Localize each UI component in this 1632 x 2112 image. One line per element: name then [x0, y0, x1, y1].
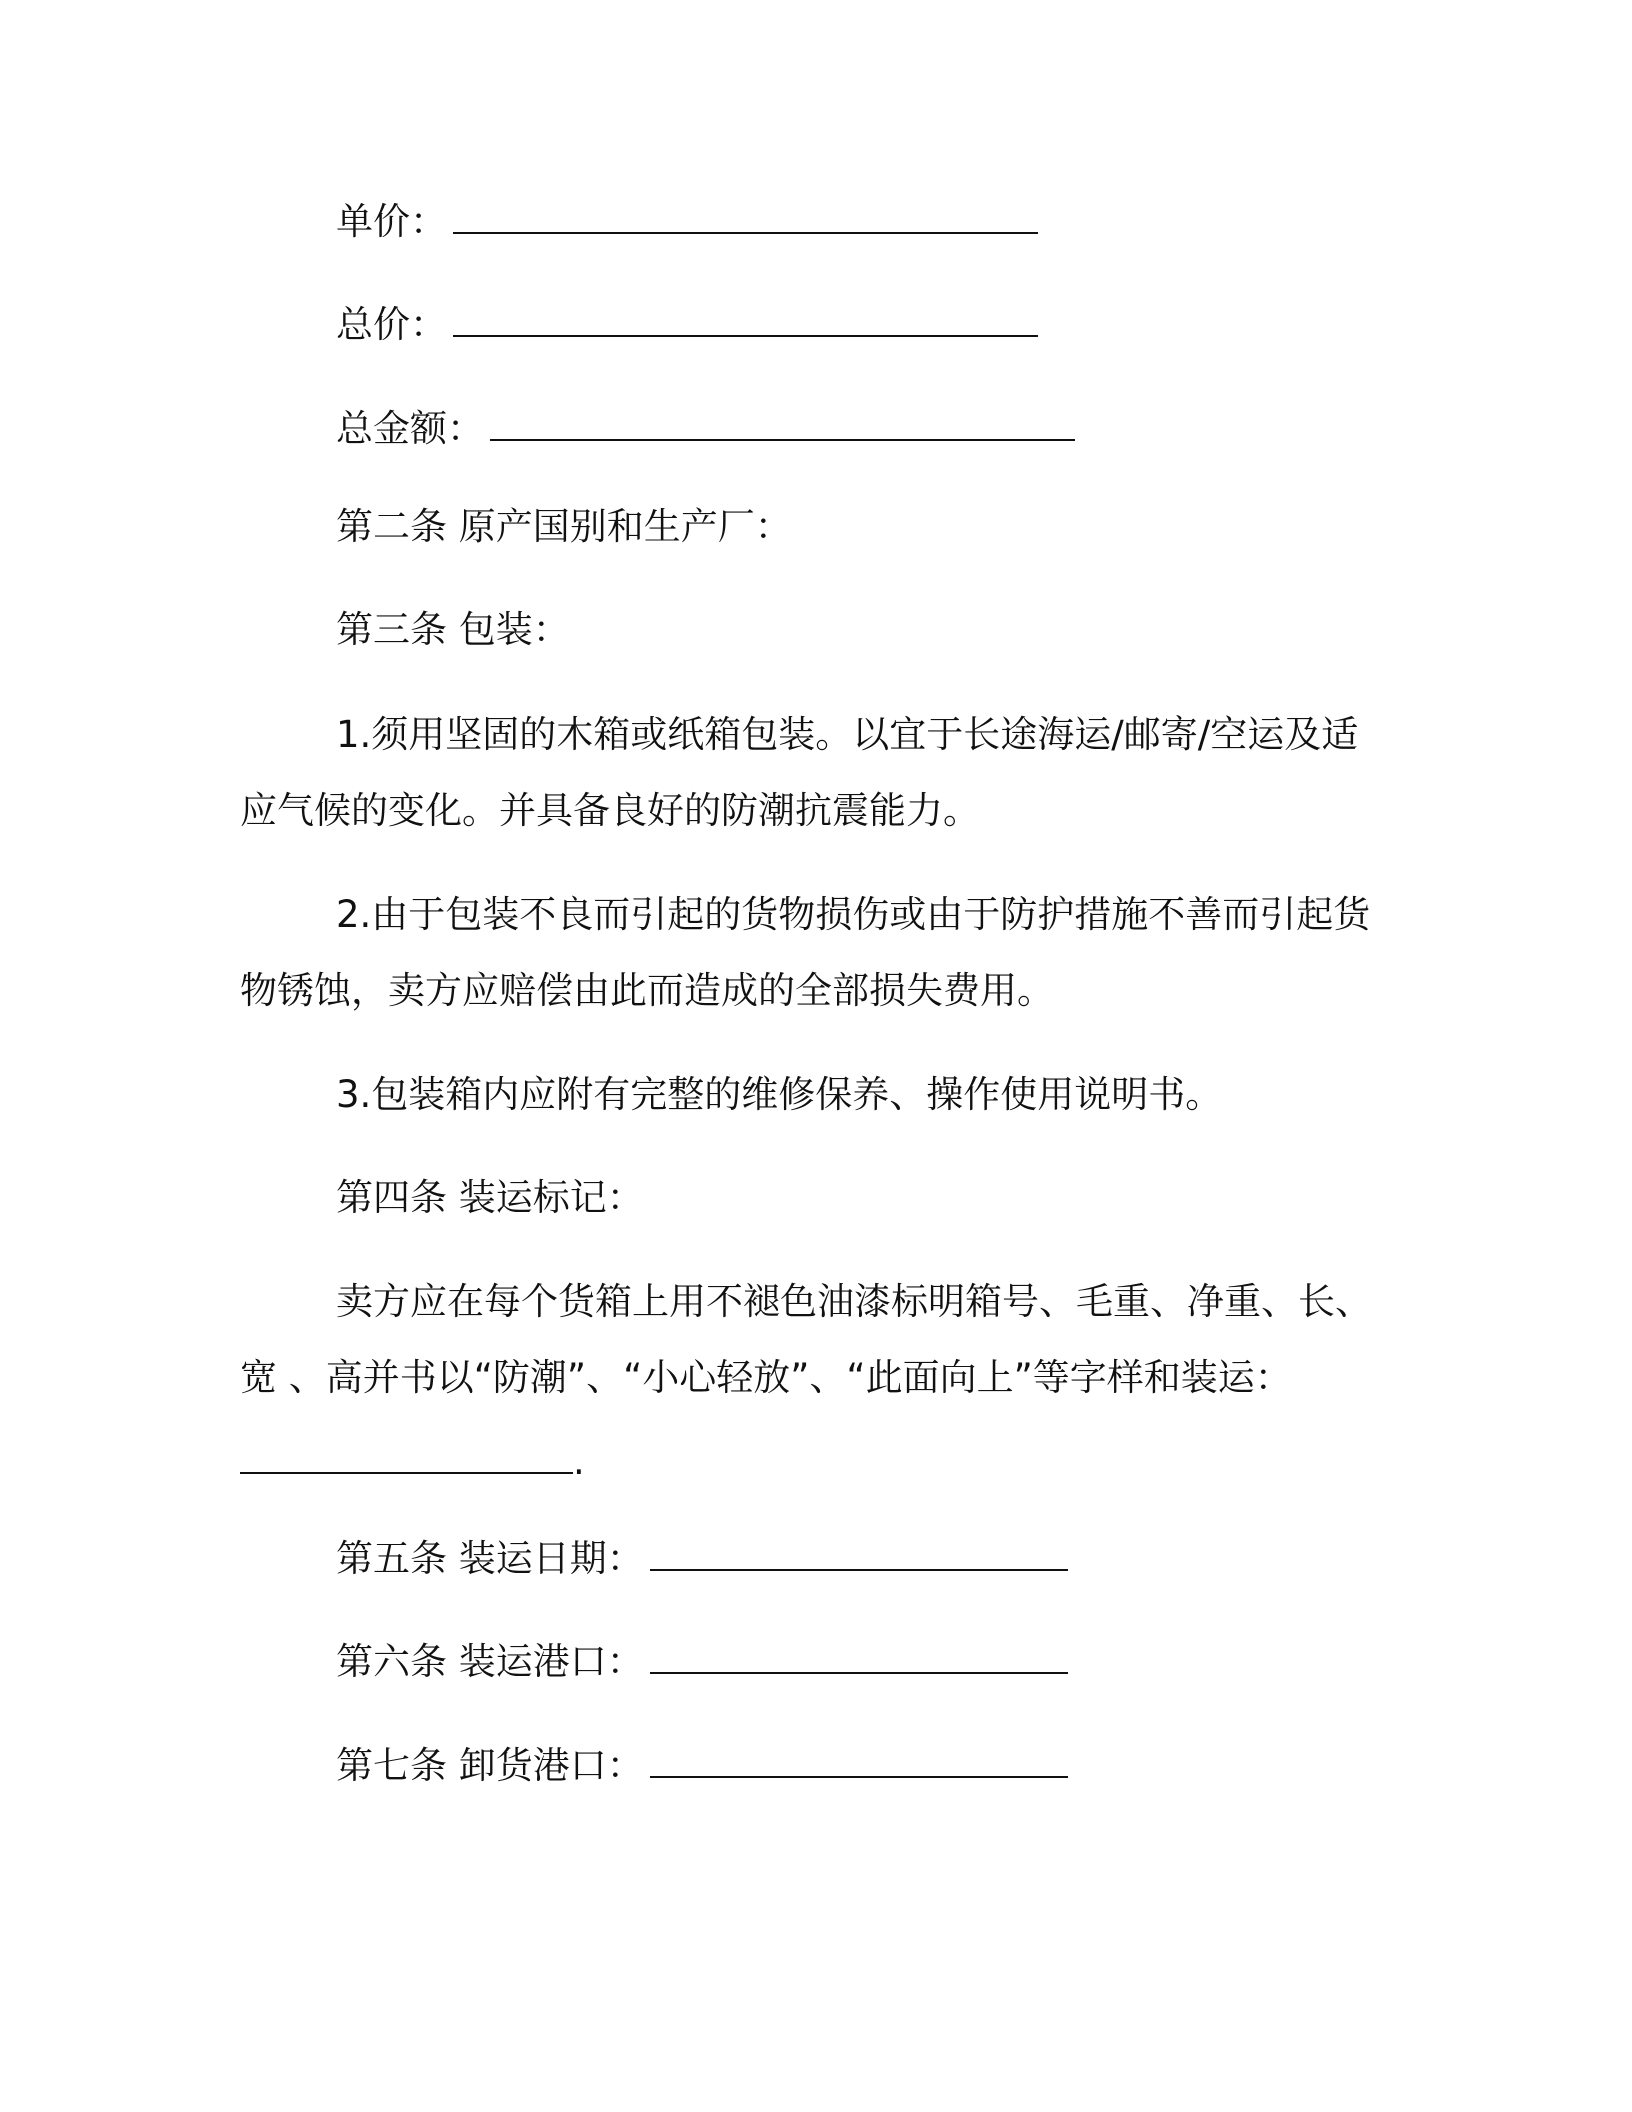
article-6-field [336, 1640, 1068, 1684]
end-mark: . [573, 1440, 585, 1483]
article-3-item-1-line-2: 应气候的变化。并具备良好的防潮抗震能力。 [240, 789, 980, 832]
article-4-blank-line [240, 1440, 585, 1484]
article-3-item-3: 3.包装箱内应附有完整的维修保养、操作使用说明书。 [336, 1073, 1223, 1116]
shipping-mark-blank [240, 1442, 573, 1474]
article-7-field [336, 1744, 1068, 1788]
article-4-heading: 第四条 装运标记： [336, 1176, 644, 1219]
article-3-heading: 第三条 包装： [336, 608, 570, 651]
port-of-shipment-blank [650, 1642, 1068, 1674]
article-4-para-line-1: 卖方应在每个货箱上用不褪色油漆标明箱号、毛重、净重、长、 [336, 1280, 1372, 1323]
article-5-label: 第五条 装运日期： [336, 1537, 644, 1580]
total-amount-blank [490, 409, 1075, 441]
article-3-item-2-line-1: 2.由于包装不良而引起的货物损伤或由于防护措施不善而引起货 [336, 893, 1371, 936]
article-6-label: 第六条 装运港口： [336, 1640, 644, 1683]
article-7-label: 第七条 卸货港口： [336, 1744, 644, 1787]
article-3-item-1-line-1: 1.须用坚固的木箱或纸箱包装。以宜于长途海运/邮寄/空运及适 [336, 713, 1359, 756]
shipment-date-blank [650, 1539, 1068, 1571]
total-price-blank [453, 305, 1038, 337]
unit-price-field [336, 200, 1038, 244]
article-3-item-2-line-2: 物锈蚀，卖方应赔偿由此而造成的全部损失费用。 [240, 969, 1054, 1012]
total-amount-field [336, 407, 1075, 451]
unit-price-label: 单价： [336, 200, 447, 243]
article-5-field [336, 1537, 1068, 1581]
total-price-field [336, 303, 1038, 347]
total-amount-label: 总金额： [336, 407, 484, 450]
article-2-heading: 第二条 原产国别和生产厂： [336, 505, 792, 548]
total-price-label: 总价： [336, 303, 447, 346]
port-of-discharge-blank [650, 1746, 1068, 1778]
article-4-para-line-2: 宽 、高并书以“防潮”、“小心轻放”、“此面向上”等字样和装运： [240, 1356, 1292, 1399]
unit-price-blank [453, 202, 1038, 234]
